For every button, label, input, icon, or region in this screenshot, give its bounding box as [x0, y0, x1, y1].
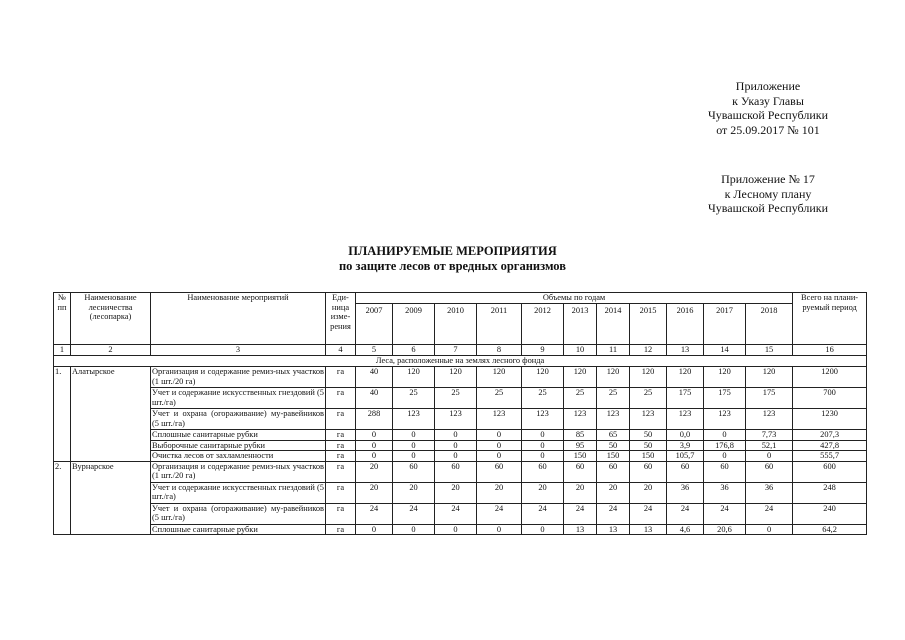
appendix-line: к Указу Главы	[732, 93, 804, 108]
value-cell: 20	[597, 482, 630, 503]
value-cell: 40	[356, 388, 393, 409]
value-cell: 20,6	[704, 524, 746, 535]
measure-name: Учет и содержание искусственных гнездовий (5 шт./га)	[152, 482, 324, 502]
subtitle-line: по защите лесов от вредных организмов	[338, 259, 566, 273]
year-header: 2009	[393, 304, 435, 345]
value-cell: 0	[393, 440, 435, 451]
unit-cell: га	[326, 503, 356, 524]
value-cell: 85	[564, 430, 597, 441]
value-cell: 0	[356, 440, 393, 451]
value-cell: 0	[746, 524, 793, 535]
value-cell: 123	[393, 409, 435, 430]
value-cell: 176,8	[704, 440, 746, 451]
measure-name: Выборочные санитарные рубки	[151, 440, 326, 451]
column-number: 9	[522, 345, 564, 356]
value-cell: 150	[564, 451, 597, 462]
measure-name: Сплошные санитарные рубки	[151, 430, 326, 441]
year-header: 2014	[597, 304, 630, 345]
column-numbers-row	[54, 345, 867, 356]
column-number: 10	[564, 345, 597, 356]
value-cell: 60	[435, 461, 477, 482]
value-cell: 36	[667, 482, 704, 503]
value-cell: 60	[667, 461, 704, 482]
value-cell: 50	[630, 440, 667, 451]
row-number: 2.	[54, 461, 71, 535]
value-cell: 65	[597, 430, 630, 441]
value-cell: 0	[477, 524, 522, 535]
unit-cell: га	[326, 524, 356, 535]
total-cell: 1230	[793, 409, 867, 430]
value-cell: 0	[393, 430, 435, 441]
year-header: 2017	[704, 304, 746, 345]
table-row	[54, 388, 867, 409]
value-cell: 60	[704, 461, 746, 482]
column-number: 13	[667, 345, 704, 356]
measure-name: Организация и содержание ремиз-ных участков (1 шт./20 га)	[152, 367, 324, 386]
value-cell: 20	[630, 482, 667, 503]
total-cell: 427,8	[793, 440, 867, 451]
header-num: № пп	[54, 293, 71, 345]
column-number: 11	[597, 345, 630, 356]
header-forestry: Наименование лесничества (лесопарка)	[71, 293, 151, 345]
column-number: 6	[393, 345, 435, 356]
value-cell: 0	[435, 524, 477, 535]
column-number: 7	[435, 345, 477, 356]
value-cell: 0	[435, 430, 477, 441]
value-cell: 105,7	[667, 451, 704, 462]
value-cell: 52,1	[746, 440, 793, 451]
unit-cell: га	[326, 440, 356, 451]
header-unit: Еди-ница изме-рения	[326, 293, 356, 345]
section-title: Леса, расположенные на землях лесного фонда	[54, 356, 867, 367]
value-cell: 36	[704, 482, 746, 503]
value-cell: 25	[522, 388, 564, 409]
value-cell: 20	[564, 482, 597, 503]
value-cell: 3,9	[667, 440, 704, 451]
value-cell: 123	[564, 409, 597, 430]
total-cell: 700	[793, 388, 867, 409]
value-cell: 150	[630, 451, 667, 462]
total-cell: 240	[793, 503, 867, 524]
table-row	[54, 482, 867, 503]
measure-name: Учет и охрана (огораживание) му-равейников (5 шт./га)	[152, 503, 324, 523]
header-measure: Наименование мероприятий	[151, 293, 326, 345]
value-cell: 24	[746, 503, 793, 524]
value-cell: 0	[704, 430, 746, 441]
table-row	[54, 367, 867, 388]
header-volumes: Объемы по годам	[356, 293, 793, 304]
total-cell: 1200	[793, 367, 867, 388]
appendix-line: Чувашской Республики	[707, 108, 829, 122]
table-row	[54, 461, 867, 482]
value-cell: 25	[564, 388, 597, 409]
value-cell: 60	[597, 461, 630, 482]
total-cell: 248	[793, 482, 867, 503]
value-cell: 24	[630, 503, 667, 524]
header-row	[54, 293, 867, 304]
column-number: 2	[71, 345, 151, 356]
value-cell: 25	[630, 388, 667, 409]
appendix-line: Приложение	[735, 79, 801, 93]
value-cell: 120	[435, 367, 477, 388]
value-cell: 0	[704, 451, 746, 462]
value-cell: 0	[522, 524, 564, 535]
value-cell: 40	[356, 367, 393, 388]
column-number: 3	[151, 345, 326, 356]
row-number: 1.	[54, 367, 71, 462]
value-cell: 13	[564, 524, 597, 535]
value-cell: 0	[477, 430, 522, 441]
appendix-line: Приложение № 17	[721, 172, 815, 186]
value-cell: 36	[746, 482, 793, 503]
appendix-line: к Лесному плану	[724, 186, 812, 201]
value-cell: 24	[522, 503, 564, 524]
value-cell: 7,73	[746, 430, 793, 441]
value-cell: 0	[522, 440, 564, 451]
document-title	[0, 244, 905, 274]
value-cell: 25	[477, 388, 522, 409]
table-row	[54, 503, 867, 524]
value-cell: 0	[393, 524, 435, 535]
total-cell: 64,2	[793, 524, 867, 535]
value-cell: 0	[746, 451, 793, 462]
year-header: 2013	[564, 304, 597, 345]
value-cell: 20	[356, 461, 393, 482]
value-cell: 123	[746, 409, 793, 430]
measures-table	[53, 292, 867, 535]
value-cell: 175	[704, 388, 746, 409]
value-cell: 24	[356, 503, 393, 524]
measure-name: Очистка лесов от захламленности	[151, 451, 326, 462]
value-cell: 175	[746, 388, 793, 409]
year-header: 2015	[630, 304, 667, 345]
column-number: 15	[746, 345, 793, 356]
total-cell: 555,7	[793, 451, 867, 462]
value-cell: 123	[630, 409, 667, 430]
table-row	[54, 451, 867, 462]
value-cell: 123	[667, 409, 704, 430]
value-cell: 60	[477, 461, 522, 482]
column-number: 4	[326, 345, 356, 356]
value-cell: 50	[630, 430, 667, 441]
unit-cell: га	[326, 482, 356, 503]
total-cell: 207,3	[793, 430, 867, 441]
table-row	[54, 524, 867, 535]
measure-name: Сплошные санитарные рубки	[151, 524, 326, 535]
value-cell: 0	[477, 451, 522, 462]
value-cell: 0	[435, 440, 477, 451]
unit-cell: га	[326, 430, 356, 441]
appendix-to-decree	[688, 79, 848, 137]
appendix-line: от 25.09.2017 № 101	[716, 122, 820, 137]
value-cell: 0	[477, 440, 522, 451]
column-number: 12	[630, 345, 667, 356]
value-cell: 150	[597, 451, 630, 462]
table-row	[54, 430, 867, 441]
value-cell: 0	[393, 451, 435, 462]
table-row	[54, 440, 867, 451]
value-cell: 60	[564, 461, 597, 482]
year-header: 2010	[435, 304, 477, 345]
value-cell: 0	[435, 451, 477, 462]
table-row	[54, 409, 867, 430]
value-cell: 13	[597, 524, 630, 535]
value-cell: 20	[393, 482, 435, 503]
value-cell: 123	[435, 409, 477, 430]
value-cell: 25	[597, 388, 630, 409]
value-cell: 288	[356, 409, 393, 430]
value-cell: 120	[746, 367, 793, 388]
value-cell: 24	[477, 503, 522, 524]
year-header: 2018	[746, 304, 793, 345]
value-cell: 13	[630, 524, 667, 535]
value-cell: 60	[746, 461, 793, 482]
value-cell: 123	[704, 409, 746, 430]
appendix-line: Чувашской Республики	[707, 201, 829, 215]
value-cell: 123	[522, 409, 564, 430]
forestry-name: Алатырское	[71, 367, 151, 462]
value-cell: 120	[630, 367, 667, 388]
value-cell: 0	[522, 451, 564, 462]
value-cell: 4,6	[667, 524, 704, 535]
value-cell: 123	[597, 409, 630, 430]
value-cell: 120	[564, 367, 597, 388]
total-cell: 600	[793, 461, 867, 482]
value-cell: 60	[522, 461, 564, 482]
year-header: 2011	[477, 304, 522, 345]
value-cell: 0,0	[667, 430, 704, 441]
value-cell: 120	[704, 367, 746, 388]
column-number: 5	[356, 345, 393, 356]
value-cell: 24	[704, 503, 746, 524]
unit-cell: га	[326, 461, 356, 482]
unit-cell: га	[326, 367, 356, 388]
measures-table-wrapper	[53, 292, 866, 535]
value-cell: 120	[477, 367, 522, 388]
value-cell: 0	[356, 451, 393, 462]
value-cell: 120	[597, 367, 630, 388]
year-header: 2007	[356, 304, 393, 345]
column-number: 8	[477, 345, 522, 356]
value-cell: 0	[356, 430, 393, 441]
year-header: 2016	[667, 304, 704, 345]
value-cell: 24	[564, 503, 597, 524]
unit-cell: га	[326, 409, 356, 430]
value-cell: 50	[597, 440, 630, 451]
title-line: ПЛАНИРУЕМЫЕ МЕРОПРИЯТИЯ	[348, 244, 557, 258]
unit-cell: га	[326, 451, 356, 462]
value-cell: 120	[522, 367, 564, 388]
value-cell: 60	[393, 461, 435, 482]
measure-name: Учет и охрана (огораживание) му-равейников (5 шт./га)	[152, 409, 324, 428]
table-body	[54, 345, 867, 535]
column-number: 16	[793, 345, 867, 356]
value-cell: 123	[477, 409, 522, 430]
unit-cell: га	[326, 388, 356, 409]
value-cell: 0	[522, 430, 564, 441]
header-total: Всего на плани-руемый период	[793, 293, 867, 345]
value-cell: 25	[435, 388, 477, 409]
value-cell: 24	[393, 503, 435, 524]
value-cell: 24	[435, 503, 477, 524]
value-cell: 24	[597, 503, 630, 524]
measure-name: Учет и содержание искусственных гнездовий (5 шт./га)	[152, 388, 324, 407]
value-cell: 20	[435, 482, 477, 503]
value-cell: 24	[667, 503, 704, 524]
value-cell: 20	[477, 482, 522, 503]
value-cell: 0	[356, 524, 393, 535]
appendix-to-forest-plan	[688, 172, 848, 216]
year-header: 2012	[522, 304, 564, 345]
value-cell: 95	[564, 440, 597, 451]
value-cell: 175	[667, 388, 704, 409]
section-row	[54, 356, 867, 367]
value-cell: 20	[522, 482, 564, 503]
value-cell: 120	[667, 367, 704, 388]
value-cell: 20	[356, 482, 393, 503]
forestry-name: Вурнарское	[71, 461, 151, 535]
value-cell: 25	[393, 388, 435, 409]
column-number: 14	[704, 345, 746, 356]
measure-name: Организация и содержание ремиз-ных участков (1 шт./20 га)	[152, 461, 324, 481]
value-cell: 60	[630, 461, 667, 482]
column-number: 1	[54, 345, 71, 356]
value-cell: 120	[393, 367, 435, 388]
